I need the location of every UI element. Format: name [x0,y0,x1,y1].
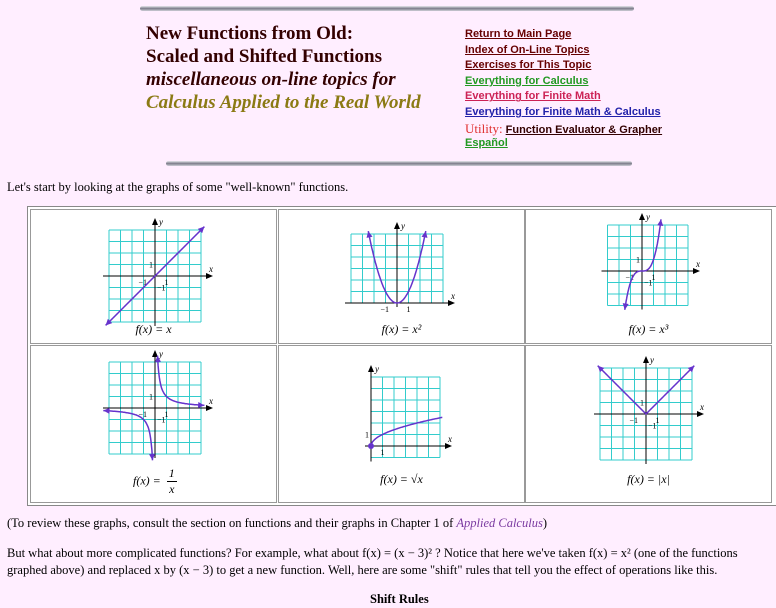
review-before: (To review these graphs, consult the section on functions and their graphs in Chapter 1 of [7,516,457,530]
caption-reciprocal-denominator: x [169,482,175,496]
x-axis-label: x [696,259,700,269]
nav-link-grapher[interactable]: Function Evaluator & Grapher [505,123,663,136]
top-rule [140,6,634,11]
curve [371,417,442,446]
tick-label-y-1: 1 [149,260,153,270]
y-axis-label: y [375,364,379,374]
graph-cell-sqrt [278,345,525,503]
curve-arrow [367,231,373,238]
tick-label-y-minus-1: −1 [648,421,657,431]
tick-label-y-minus-1: −1 [644,278,653,288]
shift-rules-heading: Shift Rules [370,592,429,606]
graphs-table [27,206,776,506]
caption-square: f(x) = x² [381,322,422,336]
graph-cell-reciprocal [30,345,277,503]
tick-label-y-1: 1 [640,398,644,408]
tick-label-y-minus-1: −1 [157,283,166,293]
caption-reciprocal-prefix: f(x) = [133,473,161,488]
tick-label-y-1: 1 [365,430,369,440]
tick-label-x-1: 1 [406,305,411,314]
x-axis-label: x [448,434,452,444]
intro-text: Let's start by looking at the graphs of some "well-known" functions. [7,180,349,194]
origin-dot [368,443,374,449]
curve [158,356,205,406]
tick-label-y-1: 1 [636,255,640,265]
tick-label-x-1: 1 [380,448,385,457]
nav-link-main[interactable]: Return to Main Page [465,28,572,40]
tick-label-x-minus-1: −1 [138,278,148,287]
y-axis-label: y [401,221,405,231]
y-axis-arrow [368,365,374,372]
x-axis-label: x [209,396,213,406]
caption-identity: f(x) = x [135,322,172,336]
curve-arrow [149,454,155,460]
nav-links [465,27,662,152]
utility-label: Utility: [465,120,503,136]
curve-arrow [103,408,109,414]
curve-arrow [623,303,629,310]
tick-label-x-1: 1 [651,273,656,282]
curve-arrow [422,231,428,238]
y-axis-arrow [639,213,645,220]
tick-label-x-1: 1 [164,278,169,287]
nav-utility-row [465,121,662,137]
graph-cell-square [278,209,525,344]
nav-link-finite-math[interactable]: Everything for Finite Math [465,90,601,103]
y-axis-arrow [394,222,400,229]
graph-cell-identity [30,209,277,344]
tick-label-y-minus-1: −1 [157,415,166,425]
tick-label-x-minus-1: −1 [380,305,390,314]
tick-label-y-1: 1 [149,392,153,402]
review-text [7,515,547,532]
page-header [146,22,456,114]
x-axis-label: x [451,291,455,301]
nav-link-finite-calculus[interactable]: Everything for Finite Math & Calculus [465,105,661,118]
y-axis-label: y [650,355,654,365]
nav-link-exercises[interactable]: Exercises for This Topic [465,59,592,72]
graph-cell-cube [525,209,772,344]
tick-label-x-1: 1 [655,416,660,425]
caption-cube: f(x) = x³ [628,322,669,336]
subtitle-line-1: miscellaneous on-line topics for [146,69,396,90]
title-line-2: Scaled and Shifted Functions [146,46,382,67]
nav-link-espanol[interactable]: Español [465,137,508,150]
caption-reciprocal-numerator: 1 [168,466,175,480]
tick-label-x-minus-1: −1 [625,273,635,282]
y-axis-label: y [646,212,650,222]
nav-link-index[interactable]: Index of On-Line Topics [465,43,590,56]
x-axis-label: x [209,264,213,274]
caption-abs: f(x) = |x| [627,472,670,486]
graph-cell-abs [525,345,772,503]
x-axis-label: x [700,402,704,412]
tick-label-x-minus-1: −1 [138,410,148,419]
shift-intro-text: But what about more complicated functions? For example, what about f(x) = (x − 3)² ? Notice that here we've taken f(x) = x² (one of the functions graphed above) and replaced x by (x − 3) to get a new function. Well, here are some "shift" rules that tell you the effect of operations like this. [7,546,738,577]
nav-link-calculus[interactable]: Everything for Calculus [465,74,589,87]
y-axis-arrow [152,218,158,225]
tick-label-x-1: 1 [164,410,169,419]
caption-reciprocal [133,466,177,497]
review-after: ) [542,516,547,530]
y-axis-label: y [159,217,163,227]
y-axis-arrow [643,356,649,363]
title-line-1: New Functions from Old: [146,23,354,44]
y-axis-label: y [159,349,163,359]
subtitle-line-2: Calculus Applied to the Real World [146,92,421,113]
bottom-rule [166,161,632,166]
review-book-link[interactable]: Applied Calculus [456,516,543,530]
caption-sqrt: f(x) = √x [380,472,423,486]
tick-label-x-minus-1: −1 [629,416,639,425]
